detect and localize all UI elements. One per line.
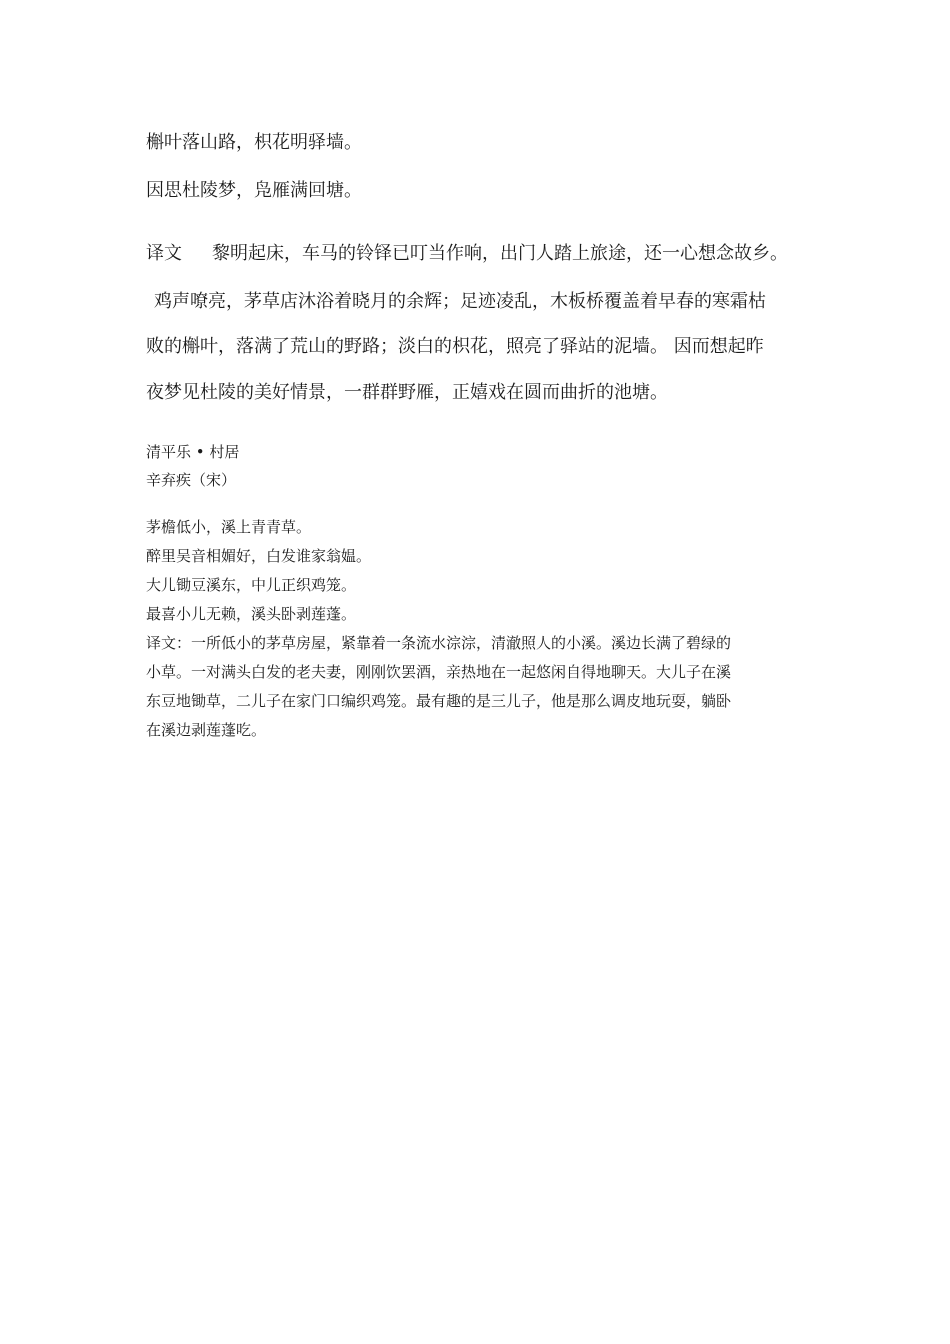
poem1-translation-line: [146, 239, 788, 265]
poem2-title: 清平乐 • 村居: [146, 443, 240, 461]
translation-text: 鸡声嘹亮，茅草店沐浴着晓月的余辉；足迹凌乱，木板桥覆盖着早春的寒霜枯: [154, 291, 766, 312]
poem2-verse-line: 大儿锄豆溪东，中儿正织鸡笼。: [146, 576, 357, 594]
poem1-translation-line: 败的槲叶，落满了荒山的野路；淡白的枳花，照亮了驿站的泥墙。 因而想起昨: [146, 336, 764, 357]
poem2-translation-line: 小草。一对满头白发的老夫妻，刚刚饮罢酒，亲热地在一起悠闲自得地聊天。大儿子在溪: [146, 663, 732, 681]
poem2-translation-line: 在溪边剥莲蓬吃。: [146, 721, 267, 739]
poem1-translation-line: [146, 287, 766, 313]
poem1-verse-line: 因思杜陵梦，凫雁满回塘。: [146, 180, 362, 201]
poem2-verse-line: 茅檐低小，溪上青青草。: [146, 518, 312, 536]
poem2-verse-line: 最喜小儿无赖，溪头卧剥莲蓬。: [146, 605, 357, 623]
poem2-translation-line: 东豆地锄草，二儿子在家门口编织鸡笼。最有趣的是三儿子，他是那么调皮地玩耍，躺卧: [146, 692, 732, 710]
poem2-verse-line: 醉里吴音相媚好，白发谁家翁媪。: [146, 547, 372, 565]
poem2-translation-line: 译文：一所低小的茅草房屋，紧靠着一条流水淙淙，清澈照人的小溪。溪边长满了碧绿的: [146, 634, 732, 652]
poem2-author: 辛弃疾（宋）: [146, 471, 237, 489]
translation-text: 黎明起床，车马的铃铎已叮当作响，出门人踏上旅途，还一心想念故乡。: [212, 243, 788, 264]
poem1-verse-line: 槲叶落山路，枳花明驿墙。: [146, 132, 362, 153]
translation-label: 译文: [146, 243, 182, 264]
poem1-translation-line: 夜梦见杜陵的美好情景，一群群野雁，正嬉戏在圆而曲折的池塘。: [146, 382, 668, 403]
